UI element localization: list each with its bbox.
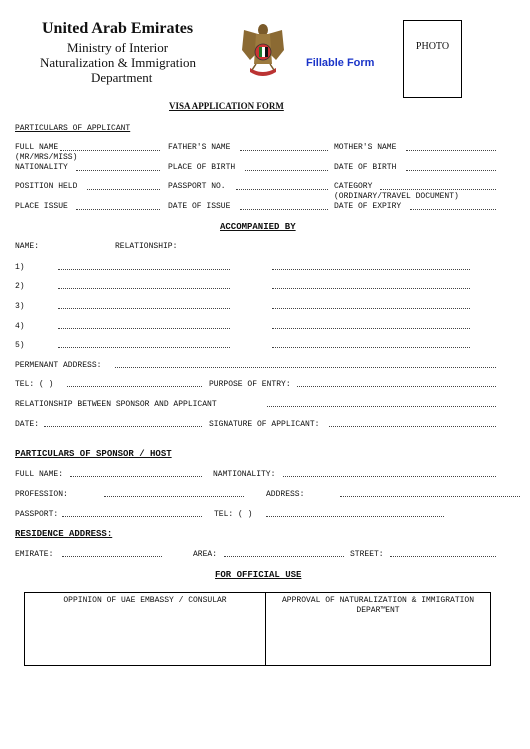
mothers-name-label: MOTHER'S NAME: [334, 143, 397, 152]
accompanied-relationship-field[interactable]: [272, 269, 470, 270]
embassy-opinion-cell[interactable]: OPPINION OF UAE EMBASSY / CONSULAR: [63, 596, 227, 605]
date-of-birth-field[interactable]: [406, 170, 496, 171]
permanent-address-field[interactable]: [115, 367, 496, 368]
accompanied-name-header: NAME:: [15, 242, 40, 251]
sponsor-nationality-label: NAMTIONALITY:: [213, 470, 276, 479]
department-line: Naturalization & Immigration: [40, 55, 196, 70]
accompanied-name-field[interactable]: [58, 269, 230, 270]
sponsor-title: PARTICULARS OF SPONSOR / HOST: [15, 449, 172, 459]
date-of-birth-label: DATE OF BIRTH: [334, 163, 397, 172]
sponsor-full-name-label: FULL NAME:: [15, 470, 64, 479]
sponsor-profession-label: PROFESSION:: [15, 490, 68, 499]
signature-field[interactable]: [329, 426, 496, 427]
sponsor-passport-field[interactable]: [62, 516, 202, 517]
date-of-issue-field[interactable]: [240, 209, 328, 210]
area-field[interactable]: [224, 556, 344, 557]
naturalization-approval-cell[interactable]: APPROVAL OF NATURALIZATION & IMMIGRATION DEPAR™ENT: [281, 596, 475, 615]
country-title: United Arab Emirates: [42, 20, 194, 37]
sponsor-tel-label: TEL: ( ): [214, 510, 253, 519]
date-of-expiry-field[interactable]: [410, 209, 496, 210]
fillable-form-label: Fillable Form: [306, 57, 375, 69]
accompanied-relationship-field[interactable]: [272, 328, 470, 329]
accompanied-relationship-field[interactable]: [272, 347, 470, 348]
residence-title: RESIDENCE ADDRESS:: [15, 529, 113, 539]
accompanied-relationship-header: RELATIONSHIP:: [115, 242, 178, 251]
full-name-label: FULL NAME: [15, 143, 59, 152]
accompanied-relationship-field[interactable]: [272, 308, 470, 309]
fathers-name-label: FATHER'S NAME: [168, 143, 231, 152]
date-of-issue-label: DATE OF ISSUE: [168, 202, 231, 211]
date-of-expiry-label: DATE OF EXPIRY: [334, 202, 402, 211]
mothers-name-field[interactable]: [406, 150, 496, 151]
street-field[interactable]: [390, 556, 496, 557]
title-hint: (MR/MRS/MISS): [15, 153, 78, 162]
uae-eagle-emblem-icon: [240, 20, 286, 82]
department-line-2: Department: [91, 70, 153, 85]
sponsor-profession-field[interactable]: [104, 496, 244, 497]
official-use-title: FOR OFFICIAL USE: [215, 570, 302, 580]
sponsor-passport-label: PASSPORT:: [15, 510, 59, 519]
category-hint: (ORDINARY/TRAVEL DOCUMENT): [334, 192, 459, 201]
position-held-label: POSITION HELD: [15, 182, 78, 191]
full-name-field[interactable]: [60, 150, 160, 151]
date-label: DATE:: [15, 420, 40, 429]
purpose-of-entry-label: PURPOSE OF ENTRY:: [209, 380, 291, 389]
applicant-section-title: PARTICULARS OF APPLICANT: [15, 124, 131, 133]
permanent-address-label: PERMENANT ADDRESS:: [15, 361, 102, 370]
emirate-field[interactable]: [62, 556, 162, 557]
sponsor-address-label: ADDRESS:: [266, 490, 305, 499]
accompanied-row-label: 3): [15, 302, 25, 311]
date-field[interactable]: [44, 426, 202, 427]
accompanied-row-label: 2): [15, 282, 25, 291]
place-issue-field[interactable]: [76, 209, 160, 210]
street-label: STREET:: [350, 550, 384, 559]
accompanied-relationship-field[interactable]: [272, 288, 470, 289]
fathers-name-field[interactable]: [240, 150, 328, 151]
emirate-label: EMIRATE:: [15, 550, 54, 559]
nationality-field[interactable]: [76, 170, 160, 171]
accompanied-name-field[interactable]: [58, 328, 230, 329]
sponsor-tel-field[interactable]: [266, 516, 444, 517]
passport-no-field[interactable]: [236, 189, 328, 190]
place-of-birth-field[interactable]: [245, 170, 328, 171]
photo-label: PHOTO: [415, 41, 450, 52]
accompanied-row-label: 1): [15, 263, 25, 272]
sponsor-nationality-field[interactable]: [283, 476, 496, 477]
relationship-sponsor-label: RELATIONSHIP BETWEEN SPONSOR AND APPLICANT: [15, 400, 217, 409]
form-title: VISA APPLICATION FORM: [169, 101, 284, 111]
nationality-label: NATIONALITY: [15, 163, 68, 172]
position-held-field[interactable]: [87, 189, 160, 190]
sponsor-full-name-field[interactable]: [70, 476, 202, 477]
tel-field[interactable]: [67, 386, 202, 387]
tel-label: TEL: ( ): [15, 380, 54, 389]
sponsor-address-field[interactable]: [340, 496, 520, 497]
accompanied-name-field[interactable]: [58, 288, 230, 289]
area-label: AREA:: [193, 550, 218, 559]
accompanied-name-field[interactable]: [58, 308, 230, 309]
accompanied-title: ACCOMPANIED BY: [220, 222, 296, 232]
passport-no-label: PASSPORT NO.: [168, 182, 226, 191]
relationship-sponsor-field[interactable]: [267, 406, 496, 407]
accompanied-row-label: 4): [15, 322, 25, 331]
category-field[interactable]: [380, 189, 496, 190]
official-divider: [265, 593, 266, 665]
accompanied-row-label: 5): [15, 341, 25, 350]
place-issue-label: PLACE ISSUE: [15, 202, 68, 211]
signature-label: SIGNATURE OF APPLICANT:: [209, 420, 320, 429]
place-of-birth-label: PLACE OF BIRTH: [168, 163, 236, 172]
photo-box[interactable]: [403, 20, 462, 98]
ministry-line: Ministry of Interior: [67, 40, 169, 55]
accompanied-name-field[interactable]: [58, 347, 230, 348]
purpose-of-entry-field[interactable]: [297, 386, 496, 387]
official-use-table: [24, 592, 491, 666]
category-label: CATEGORY: [334, 182, 373, 191]
